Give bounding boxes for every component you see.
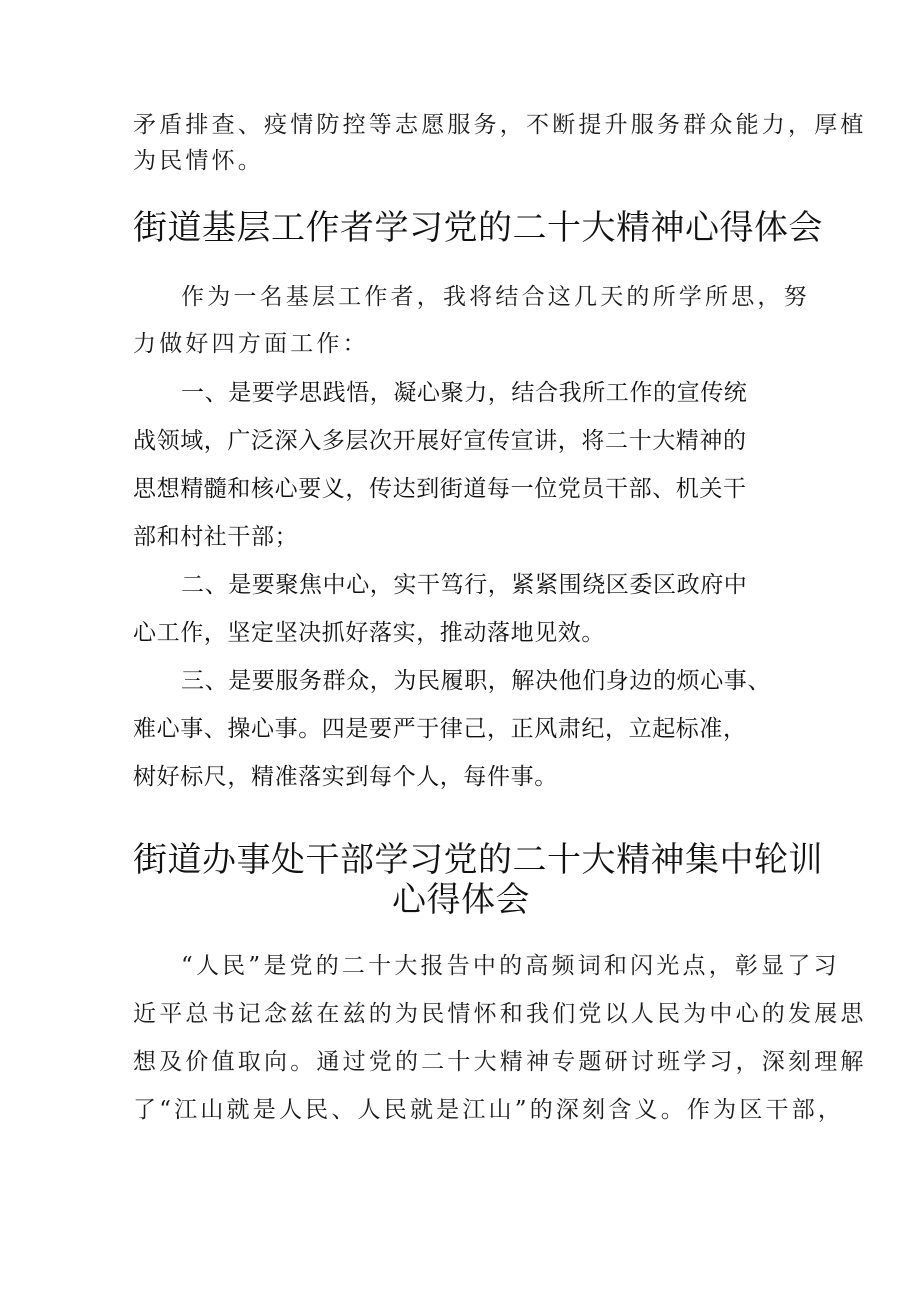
section1-point-line-7: 三、是要服务群众，为民履职，解决他们身边的烦心事、 xyxy=(181,668,771,694)
intro-line-2: 为民情怀。 xyxy=(133,148,264,174)
section1-title: 街道基层工作者学习党的二十大精神心得体会 xyxy=(133,208,823,248)
section1-point-line-3: 思想精髓和核心要义，传达到街道每一位党员干部、机关干 xyxy=(133,476,747,502)
section1-point-line-6: 心工作，坚定坚决抓好落实，推动落地见效。 xyxy=(133,620,605,646)
section2-body-line-2: 近平总书记念兹在兹的为民情怀和我们党以人民为中心的发展思 xyxy=(133,1001,867,1027)
section2-body-line-4: 了“江山就是人民、人民就是江山”的深刻含义。作为区干部， xyxy=(133,1097,845,1123)
section1-point-line-5: 二、是要聚焦中心，实干笃行，紧紧围绕区委区政府中 xyxy=(181,572,748,598)
section1-point-line-4: 部和村社干部； xyxy=(133,524,299,550)
section1-intro-line-1: 作为一名基层工作者，我将结合这几天的所学所思，努 xyxy=(181,284,810,310)
intro-line-1: 矛盾排查、疫情防控等志愿服务，不断提升服务群众能力，厚植 xyxy=(133,112,867,138)
section1-point-line-8: 难心事、操心事。四是要严于律己，正风肃纪，立起标准， xyxy=(133,716,747,742)
section2-title-line-2: 心得体会 xyxy=(392,880,530,920)
section2-body-line-1: “人民”是党的二十大报告中的高频词和闪光点，彰显了习 xyxy=(181,953,840,979)
section1-point-line-9: 树好标尺，精准落实到每个人，每件事。 xyxy=(133,764,558,790)
section1-intro-line-2: 力做好四方面工作： xyxy=(133,331,369,357)
section2-title-line-1: 街道办事处干部学习党的二十大精神集中轮训 xyxy=(133,840,823,880)
section1-point-line-2: 战领域，广泛深入多层次开展好宣传宣讲，将二十大精神的 xyxy=(133,428,747,454)
section2-body-line-3: 想及价值取向。通过党的二十大精神专题研讨班学习，深刻理解 xyxy=(133,1049,867,1075)
section1-point-line-1: 一、是要学思践悟，凝心聚力，结合我所工作的宣传统 xyxy=(181,380,748,406)
